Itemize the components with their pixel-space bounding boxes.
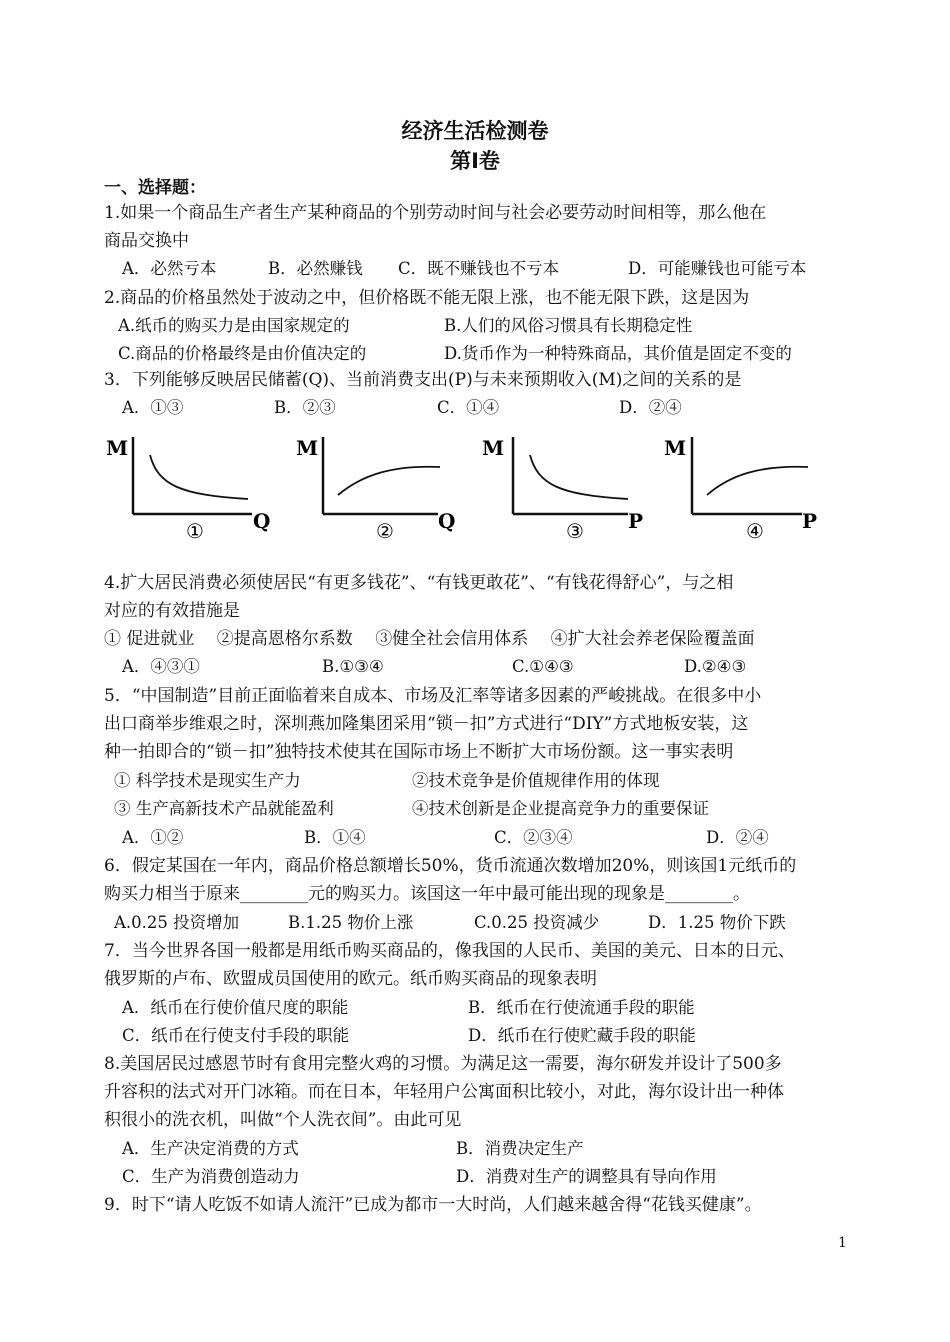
- q2-option-c: C.商品的价格最终是由价值决定的: [118, 344, 367, 363]
- q4-option-b: B.①③④: [322, 657, 384, 676]
- q1-stem-2: 商品交换中: [104, 231, 189, 251]
- q8-stem-3: 积很小的洗衣机，叫做“个人洗衣间”。由此可见: [104, 1110, 462, 1130]
- q4-items: ① 促进就业 ②提高恩格尔系数 ③健全社会信用体系 ④扩大社会养老保险覆盖面: [104, 629, 755, 649]
- q3-option-a: A．①③: [122, 398, 184, 417]
- q4-option-d: D.②④③: [684, 657, 747, 676]
- graph-4: [664, 436, 817, 543]
- q3-stem: 3．下列能够反映居民储蓄(Q)、当前消费支出(P)与未来预期收入(M)之间的关系的是: [104, 370, 742, 390]
- graph-3-x-label: P: [628, 509, 644, 533]
- graph-4-number: ④: [746, 519, 764, 543]
- q4-stem-2: 对应的有效措施是: [104, 601, 240, 621]
- q8-option-d: D．消费对生产的调整具有导向作用: [456, 1167, 717, 1186]
- graph-3-y-label: M: [482, 436, 505, 460]
- q4-option-a: A．④③①: [122, 657, 200, 676]
- graph-4-x-label: P: [802, 509, 818, 533]
- q3-option-d: D．②④: [619, 398, 682, 417]
- q6-option-a: A.0.25 投资增加: [114, 913, 240, 932]
- graph-4-y-label: M: [664, 436, 687, 460]
- graph-1-x-label: Q: [253, 509, 271, 533]
- page-number: 1: [838, 1235, 847, 1251]
- q8-stem-2: 升容积的法式对开门冰箱。而在日本，年轻用户公寓面积比较小，对此，海尔设计出一种体: [104, 1082, 784, 1102]
- q8-option-b: B．消费决定生产: [456, 1139, 584, 1158]
- q2-option-d: D.货币作为一种特殊商品，其价值是固定不变的: [444, 344, 792, 363]
- q5-option-b: B．①④: [304, 828, 366, 847]
- page-subtitle: 第I卷: [450, 149, 500, 173]
- q7-option-d: D．纸币在行使贮藏手段的职能: [468, 1026, 696, 1045]
- section-heading: 一、选择题：: [104, 178, 206, 198]
- q8-option-a: A．生产决定消费的方式: [122, 1139, 299, 1158]
- graph-4-curve: [707, 467, 808, 495]
- graph-2-y-label: M: [296, 436, 319, 460]
- q3-graphs: [0, 425, 950, 550]
- q5-stem-1: 5．“中国制造”目前正面临着来自成本、市场及汇率等诸多因素的严峻挑战。在很多中小: [104, 686, 762, 706]
- graph-2-x-label: Q: [438, 509, 456, 533]
- q9-stem: 9．时下“请人吃饭不如请人流汗”已成为都市一大时尚，人们越来越舍得“花钱买健康”。: [104, 1195, 762, 1215]
- q6-option-b: B.1.25 物价上涨: [288, 913, 414, 932]
- q8-option-c: C．生产为消费创造动力: [122, 1167, 300, 1186]
- q3-option-b: B．②③: [274, 398, 336, 417]
- q5-item-2: ②技术竞争是价值规律作用的体现: [412, 771, 660, 790]
- q3-option-c: C．①④: [437, 398, 500, 417]
- q1-option-c: C．既不赚钱也不亏本: [398, 259, 560, 278]
- q5-option-c: C．②③④: [494, 828, 573, 847]
- graph-2-number: ②: [376, 519, 394, 543]
- q1-option-d: D．可能赚钱也可能亏本: [628, 259, 807, 278]
- q1-option-b: B．必然赚钱: [268, 259, 363, 278]
- graph-1-y-label: M: [106, 436, 129, 460]
- q7-stem-1: 7．当今世界各国一般都是用纸币购买商品的，像我国的人民币、美国的美元、日本的日元、: [104, 941, 795, 961]
- q5-item-3: ③ 生产高新技术产品就能盈利: [114, 799, 334, 818]
- page-title: 经济生活检测卷: [401, 119, 549, 143]
- q5-option-a: A．①②: [122, 828, 184, 847]
- graph-1-number: ①: [186, 519, 204, 543]
- q7-option-b: B．纸币在行使流通手段的职能: [468, 998, 695, 1017]
- q6-option-c: C.0.25 投资减少: [474, 913, 600, 932]
- graph-1-curve: [150, 455, 248, 499]
- q5-item-4: ④技术创新是企业提高竞争力的重要保证: [412, 799, 709, 818]
- q5-stem-3: 种一拍即合的“锁－扣”独特技术使其在国际市场上不断扩大市场份额。这一事实表明: [104, 742, 734, 762]
- q8-stem-1: 8.美国居民过感恩节时有食用完整火鸡的习惯。为满足这一需要，海尔研发并设计了500多: [104, 1054, 782, 1074]
- q6-stem-1: 6．假定某国在一年内，商品价格总额增长50%，货币流通次数增加20%，则该国1元纸币的: [104, 856, 797, 876]
- q1-stem-1: 1.如果一个商品生产者生产某种商品的个别劳动时间与社会必要劳动时间相等，那么他在: [104, 203, 767, 223]
- q4-option-c: C.①④③: [512, 657, 574, 676]
- q5-option-d: D．②④: [706, 828, 769, 847]
- q7-stem-2: 俄罗斯的卢布、欧盟成员国使用的欧元。纸币购买商品的现象表明: [104, 969, 597, 989]
- q2-option-b: B.人们的风俗习惯具有长期稳定性: [444, 316, 693, 335]
- q2-stem: 2.商品的价格虽然处于波动之中，但价格既不能无限上涨，也不能无限下跌，这是因为: [104, 288, 750, 308]
- q5-stem-2: 出口商举步维艰之时，深圳燕加隆集团采用“锁－扣”方式进行“DIY”方式地板安装，这: [104, 714, 749, 734]
- graph-3-curve: [530, 455, 628, 499]
- q5-item-1: ① 科学技术是现实生产力: [114, 771, 301, 790]
- q7-option-a: A．纸币在行使价值尺度的职能: [122, 998, 349, 1017]
- graph-2: [296, 436, 455, 543]
- graph-3: [482, 436, 643, 543]
- graph-3-number: ③: [566, 519, 584, 543]
- q2-option-a: A.纸币的购买力是由国家规定的: [118, 316, 350, 335]
- q6-stem-2: 购买力相当于原来________元的购买力。该国这一年中最可能出现的现象是________。: [104, 884, 750, 904]
- q4-stem-1: 4.扩大居民消费必须使居民“有更多钱花”、“有钱更敢花”、“有钱花得舒心”，与之相: [104, 573, 734, 593]
- graph-1: [106, 436, 270, 543]
- q7-option-c: C．纸币在行使支付手段的职能: [122, 1026, 350, 1045]
- q6-option-d: D．1.25 物价下跌: [648, 913, 786, 932]
- graph-2-curve: [338, 467, 440, 495]
- q1-option-a: A．必然亏本: [122, 259, 217, 278]
